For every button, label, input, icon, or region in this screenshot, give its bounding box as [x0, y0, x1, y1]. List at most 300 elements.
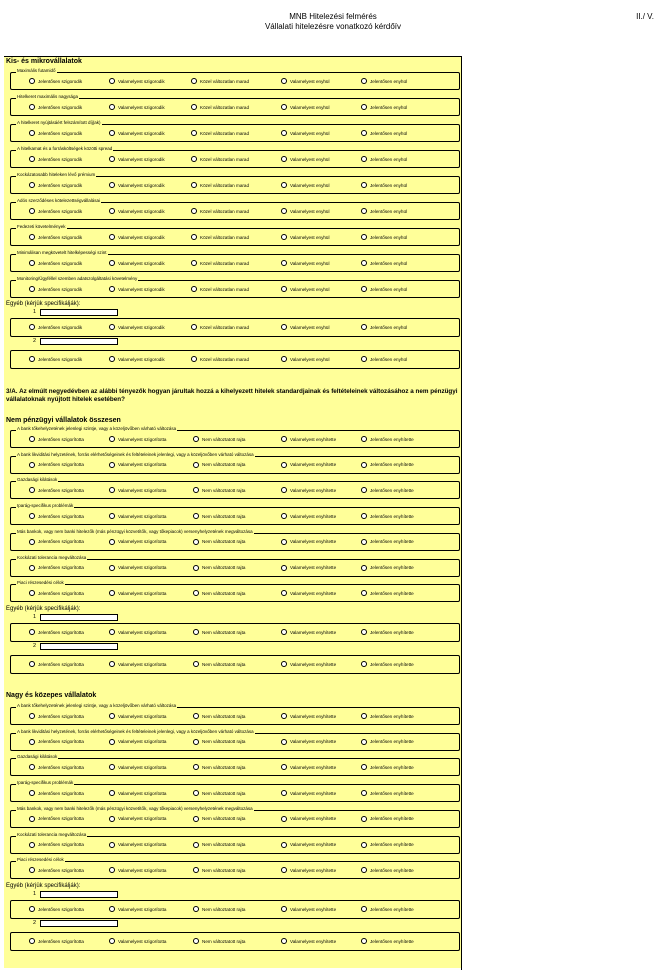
- nem-penzugyi-question-4-option-5[interactable]: [361, 513, 414, 519]
- nem-penzugyi-question-2-option-3[interactable]: [193, 462, 245, 468]
- radio-button-icon[interactable]: [29, 234, 35, 240]
- question-legend: A bank likviditási helyzetének, forrás elérhetőségeinek és feltételeinek jelenlegi, vagy a közeljövőben várható változása: [17, 728, 254, 734]
- radio-button-icon[interactable]: [361, 104, 367, 110]
- kis-question-9-option-3[interactable]: [191, 286, 249, 292]
- radio-button-icon[interactable]: [109, 590, 115, 596]
- radio-button-icon[interactable]: [193, 487, 199, 493]
- radio-button-icon[interactable]: [193, 842, 199, 848]
- radio-button-icon[interactable]: [361, 790, 367, 796]
- radio-button-icon[interactable]: [109, 661, 115, 667]
- radio-button-icon[interactable]: [109, 234, 115, 240]
- radio-button-icon[interactable]: [29, 764, 35, 770]
- radio-button-icon[interactable]: [361, 260, 367, 266]
- kis-question-5-option-2[interactable]: [109, 182, 165, 188]
- radio-button-icon[interactable]: [361, 487, 367, 493]
- nagy-egyeb-input-1[interactable]: [40, 891, 118, 898]
- nem-penzugyi-question-3-option-5[interactable]: [361, 487, 414, 493]
- radio-button-icon[interactable]: [361, 356, 367, 362]
- radio-button-icon[interactable]: [361, 436, 367, 442]
- nagy-question-4: [10, 780, 460, 802]
- radio-button-icon[interactable]: [29, 208, 35, 214]
- radio-button-icon[interactable]: [281, 739, 287, 745]
- kis-question-9-option-5[interactable]: [361, 286, 407, 292]
- nem-penzugyi-question-6-option-5[interactable]: [361, 565, 414, 571]
- nem-penzugyi-question-1-option-3[interactable]: [193, 436, 245, 442]
- nagy-egyeb-row-2-option-2[interactable]: [109, 938, 166, 944]
- radio-button-icon[interactable]: [193, 565, 199, 571]
- radio-button-icon[interactable]: [193, 790, 199, 796]
- nagy-question-3-option-3[interactable]: [193, 764, 245, 770]
- radio-button-icon[interactable]: [281, 764, 287, 770]
- nem-penzugyi-question-5-option-5[interactable]: [361, 539, 414, 545]
- nem-penzugyi-question-3-option-3[interactable]: [193, 487, 245, 493]
- nem-penzugyi-egyeb-row-1-option-2[interactable]: [109, 629, 166, 635]
- kis-question-6-option-4[interactable]: [281, 208, 330, 214]
- nem-penzugyi-egyeb-row-2-option-4[interactable]: [281, 661, 336, 667]
- radio-button-icon[interactable]: [281, 513, 287, 519]
- kis-question-2-option-5[interactable]: [361, 104, 407, 110]
- kis-question-6-option-2[interactable]: [109, 208, 165, 214]
- nem-penzugyi-question-2-option-2[interactable]: [109, 462, 166, 468]
- radio-button-icon[interactable]: [361, 816, 367, 822]
- kis-egyeb-row-2-option-1[interactable]: [29, 356, 82, 362]
- kis-question-4-option-2[interactable]: [109, 156, 165, 162]
- radio-button-icon[interactable]: [193, 661, 199, 667]
- radio-button-icon[interactable]: [281, 938, 287, 944]
- radio-button-icon[interactable]: [109, 356, 115, 362]
- radio-button-icon[interactable]: [29, 661, 35, 667]
- radio-button-icon[interactable]: [109, 842, 115, 848]
- radio-button-icon[interactable]: [281, 324, 287, 330]
- kis-question-8-option-2[interactable]: [109, 260, 165, 266]
- radio-button-icon[interactable]: [109, 764, 115, 770]
- radio-button-icon[interactable]: [281, 286, 287, 292]
- radio-button-icon[interactable]: [29, 867, 35, 873]
- radio-button-icon[interactable]: [29, 260, 35, 266]
- nem-penzugyi-egyeb-input-1[interactable]: [40, 614, 118, 621]
- radio-button-icon[interactable]: [281, 208, 287, 214]
- radio-button-icon[interactable]: [361, 565, 367, 571]
- nem-penzugyi-question-4-option-2[interactable]: [109, 513, 166, 519]
- nagy-question-7-option-5[interactable]: [361, 867, 414, 873]
- kis-question-9-option-4[interactable]: [281, 286, 330, 292]
- nem-penzugyi-question-5-option-2[interactable]: [109, 539, 166, 545]
- radio-button-icon[interactable]: [281, 436, 287, 442]
- nagy-question-1-option-4[interactable]: [281, 713, 336, 719]
- radio-button-icon[interactable]: [109, 539, 115, 545]
- radio-button-icon[interactable]: [29, 156, 35, 162]
- radio-button-icon[interactable]: [281, 130, 287, 136]
- radio-button-icon[interactable]: [193, 539, 199, 545]
- nem-penzugyi-question-7-option-3[interactable]: [193, 590, 245, 596]
- radio-button-icon[interactable]: [109, 78, 115, 84]
- kis-question-2-option-1[interactable]: [29, 104, 82, 110]
- nagy-question-6-option-3[interactable]: [193, 842, 245, 848]
- kis-question-3-option-4[interactable]: [281, 130, 330, 136]
- radio-button-icon[interactable]: [29, 487, 35, 493]
- nagy-egyeb-row-2-option-4[interactable]: [281, 938, 336, 944]
- nem-penzugyi-question-3-option-1[interactable]: [29, 487, 84, 493]
- radio-button-icon[interactable]: [29, 286, 35, 292]
- radio-button-icon[interactable]: [281, 462, 287, 468]
- nagy-egyeb-row-1-option-4[interactable]: [281, 906, 336, 912]
- radio-button-icon[interactable]: [193, 462, 199, 468]
- radio-button-icon[interactable]: [29, 130, 35, 136]
- nem-penzugyi-question-3-option-2[interactable]: [109, 487, 166, 493]
- radio-button-icon[interactable]: [193, 713, 199, 719]
- nagy-question-3-option-1[interactable]: [29, 764, 84, 770]
- radio-button-icon[interactable]: [109, 156, 115, 162]
- nagy-question-1-option-1[interactable]: [29, 713, 84, 719]
- kis-question-8-option-5[interactable]: [361, 260, 407, 266]
- radio-button-icon[interactable]: [109, 816, 115, 822]
- nagy-question-5-option-2[interactable]: [109, 816, 166, 822]
- nem-penzugyi-question-5-option-4[interactable]: [281, 539, 336, 545]
- kis-question-2-option-3[interactable]: [191, 104, 249, 110]
- option-label: Jelentősen enyhítette: [370, 906, 414, 912]
- radio-button-icon[interactable]: [281, 78, 287, 84]
- radio-button-icon[interactable]: [193, 513, 199, 519]
- nagy-question-5-option-1[interactable]: [29, 816, 84, 822]
- kis-question-8-option-1[interactable]: [29, 260, 82, 266]
- radio-button-icon[interactable]: [29, 565, 35, 571]
- kis-question-9-option-1[interactable]: [29, 286, 82, 292]
- radio-button-icon[interactable]: [281, 661, 287, 667]
- radio-button-icon[interactable]: [281, 790, 287, 796]
- radio-button-icon[interactable]: [109, 324, 115, 330]
- kis-egyeb-row-1-option-3[interactable]: [191, 324, 249, 330]
- nem-penzugyi-question-6-option-1[interactable]: [29, 565, 84, 571]
- kis-question-2-option-2[interactable]: [109, 104, 165, 110]
- radio-button-icon[interactable]: [29, 590, 35, 596]
- radio-button-icon[interactable]: [361, 713, 367, 719]
- kis-egyeb-row-1-option-2[interactable]: [109, 324, 165, 330]
- nagy-question-7-option-1[interactable]: [29, 867, 84, 873]
- radio-button-icon[interactable]: [191, 356, 197, 362]
- radio-button-icon[interactable]: [281, 629, 287, 635]
- radio-button-icon[interactable]: [361, 462, 367, 468]
- kis-question-5-option-4[interactable]: [281, 182, 330, 188]
- nagy-question-2-option-4[interactable]: [281, 739, 336, 745]
- kis-question-7-option-3[interactable]: [191, 234, 249, 240]
- kis-question-5-option-3[interactable]: [191, 182, 249, 188]
- kis-question-9-option-2[interactable]: [109, 286, 165, 292]
- nem-penzugyi-egyeb-row-2-option-3[interactable]: [193, 661, 245, 667]
- nagy-question-2-option-1[interactable]: [29, 739, 84, 745]
- radio-button-icon[interactable]: [29, 324, 35, 330]
- radio-button-icon[interactable]: [361, 286, 367, 292]
- nagy-question-2-option-3[interactable]: [193, 739, 245, 745]
- radio-button-icon[interactable]: [109, 130, 115, 136]
- nem-penzugyi-egyeb-row-2-option-1[interactable]: [29, 661, 84, 667]
- radio-button-icon[interactable]: [109, 436, 115, 442]
- radio-button-icon[interactable]: [281, 713, 287, 719]
- radio-button-icon[interactable]: [361, 739, 367, 745]
- nagy-question-3-option-2[interactable]: [109, 764, 166, 770]
- radio-button-icon[interactable]: [361, 938, 367, 944]
- radio-button-icon[interactable]: [109, 260, 115, 266]
- radio-button-icon[interactable]: [361, 324, 367, 330]
- nagy-question-5-option-4[interactable]: [281, 816, 336, 822]
- nem-penzugyi-question-2-option-5[interactable]: [361, 462, 414, 468]
- nagy-question-1-option-2[interactable]: [109, 713, 166, 719]
- nagy-question-4-option-5[interactable]: [361, 790, 414, 796]
- nagy-question-2-option-5[interactable]: [361, 739, 414, 745]
- radio-button-icon[interactable]: [191, 130, 197, 136]
- nem-penzugyi-egyeb-row-2-option-5[interactable]: [361, 661, 414, 667]
- radio-button-icon[interactable]: [109, 565, 115, 571]
- kis-egyeb-row-2-option-4[interactable]: [281, 356, 330, 362]
- kis-question-6-option-5[interactable]: [361, 208, 407, 214]
- radio-button-icon[interactable]: [281, 906, 287, 912]
- nem-penzugyi-egyeb-row-1-option-1[interactable]: [29, 629, 84, 635]
- radio-button-icon[interactable]: [29, 739, 35, 745]
- radio-button-icon[interactable]: [109, 182, 115, 188]
- radio-button-icon[interactable]: [281, 565, 287, 571]
- nagy-question-6-option-4[interactable]: [281, 842, 336, 848]
- kis-question-1-option-5[interactable]: [361, 78, 407, 84]
- nem-penzugyi-question-6-option-2[interactable]: [109, 565, 166, 571]
- radio-button-icon[interactable]: [281, 260, 287, 266]
- kis-question-7-option-1[interactable]: [29, 234, 82, 240]
- nagy-egyeb-row-1-option-3[interactable]: [193, 906, 245, 912]
- radio-button-icon[interactable]: [109, 713, 115, 719]
- nem-penzugyi-question-6-option-3[interactable]: [193, 565, 245, 571]
- nagy-question-7-option-4[interactable]: [281, 867, 336, 873]
- kis-question-1-option-4[interactable]: [281, 78, 330, 84]
- radio-button-icon[interactable]: [109, 906, 115, 912]
- kis-question-7-option-2[interactable]: [109, 234, 165, 240]
- nagy-egyeb-row-2-option-1[interactable]: [29, 938, 84, 944]
- nagy-question-2-option-2[interactable]: [109, 739, 166, 745]
- radio-button-icon[interactable]: [191, 260, 197, 266]
- radio-button-icon[interactable]: [29, 629, 35, 635]
- nem-penzugyi-question-1-option-2[interactable]: [109, 436, 166, 442]
- nem-penzugyi-egyeb-row-1-option-4[interactable]: [281, 629, 336, 635]
- kis-question-3-option-5[interactable]: [361, 130, 407, 136]
- nagy-question-6-option-5[interactable]: [361, 842, 414, 848]
- kis-question-6-option-1[interactable]: [29, 208, 82, 214]
- nagy-egyeb-row-2-option-3[interactable]: [193, 938, 245, 944]
- nem-penzugyi-question-7-option-5[interactable]: [361, 590, 414, 596]
- radio-button-icon[interactable]: [29, 356, 35, 362]
- radio-button-icon[interactable]: [361, 906, 367, 912]
- nagy-question-4-option-2[interactable]: [109, 790, 166, 796]
- radio-button-icon[interactable]: [109, 513, 115, 519]
- radio-button-icon[interactable]: [281, 816, 287, 822]
- radio-button-icon[interactable]: [361, 208, 367, 214]
- radio-button-icon[interactable]: [109, 208, 115, 214]
- kis-egyeb-row-1-option-5[interactable]: [361, 324, 407, 330]
- radio-button-icon[interactable]: [361, 842, 367, 848]
- radio-button-icon[interactable]: [361, 539, 367, 545]
- radio-button-icon[interactable]: [109, 487, 115, 493]
- nagy-question-1-option-5[interactable]: [361, 713, 414, 719]
- radio-button-icon[interactable]: [29, 906, 35, 912]
- radio-button-icon[interactable]: [191, 104, 197, 110]
- radio-button-icon[interactable]: [191, 324, 197, 330]
- radio-button-icon[interactable]: [29, 182, 35, 188]
- nem-penzugyi-question-3-option-4[interactable]: [281, 487, 336, 493]
- kis-question-4-option-4[interactable]: [281, 156, 330, 162]
- kis-question-4-option-5[interactable]: [361, 156, 407, 162]
- kis-egyeb-row-1-option-4[interactable]: [281, 324, 330, 330]
- radio-button-icon[interactable]: [281, 487, 287, 493]
- radio-button-icon[interactable]: [281, 234, 287, 240]
- radio-button-icon[interactable]: [109, 867, 115, 873]
- radio-button-icon[interactable]: [29, 436, 35, 442]
- kis-egyeb-row-2-option-2[interactable]: [109, 356, 165, 362]
- nagy-question-3-option-5[interactable]: [361, 764, 414, 770]
- nem-penzugyi-question-7-option-1[interactable]: [29, 590, 84, 596]
- radio-button-icon[interactable]: [193, 764, 199, 770]
- radio-button-icon[interactable]: [109, 938, 115, 944]
- radio-button-icon[interactable]: [281, 182, 287, 188]
- radio-button-icon[interactable]: [193, 739, 199, 745]
- nagy-question-3-option-4[interactable]: [281, 764, 336, 770]
- radio-button-icon[interactable]: [191, 234, 197, 240]
- nagy-question-1-option-3[interactable]: [193, 713, 245, 719]
- radio-button-icon[interactable]: [281, 104, 287, 110]
- kis-egyeb-row-1-option-1[interactable]: [29, 324, 82, 330]
- option-label: Valamelyest enyhítette: [290, 816, 337, 822]
- radio-button-icon[interactable]: [281, 867, 287, 873]
- nem-penzugyi-egyeb-row-2-option-2[interactable]: [109, 661, 166, 667]
- kis-question-6-option-3[interactable]: [191, 208, 249, 214]
- radio-button-icon[interactable]: [361, 234, 367, 240]
- kis-question-8-option-3[interactable]: [191, 260, 249, 266]
- radio-button-icon[interactable]: [29, 513, 35, 519]
- nem-penzugyi-question-7-option-2[interactable]: [109, 590, 166, 596]
- nem-penzugyi-question-7-option-4[interactable]: [281, 590, 336, 596]
- radio-button-icon[interactable]: [361, 130, 367, 136]
- nem-penzugyi-question-1-option-4[interactable]: [281, 436, 336, 442]
- radio-button-icon[interactable]: [29, 104, 35, 110]
- nem-penzugyi-egyeb-row-1-option-5[interactable]: [361, 629, 414, 635]
- nagy-egyeb-row-2-option-5[interactable]: [361, 938, 414, 944]
- nem-penzugyi-egyeb-row-1-option-3[interactable]: [193, 629, 245, 635]
- radio-button-icon[interactable]: [361, 661, 367, 667]
- kis-question-4-option-1[interactable]: [29, 156, 82, 162]
- kis-question-4-option-3[interactable]: [191, 156, 249, 162]
- radio-button-icon[interactable]: [191, 286, 197, 292]
- kis-question-2-option-4[interactable]: [281, 104, 330, 110]
- radio-button-icon[interactable]: [281, 539, 287, 545]
- radio-button-icon[interactable]: [191, 78, 197, 84]
- radio-button-icon[interactable]: [191, 208, 197, 214]
- radio-button-icon[interactable]: [29, 539, 35, 545]
- kis-question-7-option-5[interactable]: [361, 234, 407, 240]
- radio-button-icon[interactable]: [29, 78, 35, 84]
- radio-button-icon[interactable]: [29, 816, 35, 822]
- radio-button-icon[interactable]: [193, 906, 199, 912]
- nem-penzugyi-question-6-option-4[interactable]: [281, 565, 336, 571]
- kis-egyeb-input-2[interactable]: [40, 338, 118, 345]
- radio-button-icon[interactable]: [361, 629, 367, 635]
- nagy-question-5-option-3[interactable]: [193, 816, 245, 822]
- nagy-egyeb-input-2[interactable]: [40, 920, 118, 927]
- nem-penzugyi-question-4-option-3[interactable]: [193, 513, 245, 519]
- nagy-egyeb-row-1-option-1[interactable]: [29, 906, 84, 912]
- radio-button-icon[interactable]: [29, 842, 35, 848]
- nem-penzugyi-question-1-option-5[interactable]: [361, 436, 414, 442]
- radio-button-icon[interactable]: [29, 713, 35, 719]
- radio-button-icon[interactable]: [191, 182, 197, 188]
- radio-button-icon[interactable]: [193, 436, 199, 442]
- radio-button-icon[interactable]: [361, 513, 367, 519]
- radio-button-icon[interactable]: [109, 739, 115, 745]
- radio-button-icon[interactable]: [29, 462, 35, 468]
- radio-button-icon[interactable]: [361, 590, 367, 596]
- radio-button-icon[interactable]: [361, 182, 367, 188]
- radio-button-icon[interactable]: [281, 356, 287, 362]
- nagy-question-5-option-5[interactable]: [361, 816, 414, 822]
- radio-button-icon[interactable]: [29, 938, 35, 944]
- radio-button-icon[interactable]: [281, 590, 287, 596]
- kis-question-1-option-2[interactable]: [109, 78, 165, 84]
- radio-button-icon[interactable]: [191, 156, 197, 162]
- nem-penzugyi-question-4-option-1[interactable]: [29, 513, 84, 519]
- radio-button-icon[interactable]: [193, 590, 199, 596]
- kis-question-3-option-3[interactable]: [191, 130, 249, 136]
- nem-penzugyi-question-1-option-1[interactable]: [29, 436, 84, 442]
- nagy-question-7-option-3[interactable]: [193, 867, 245, 873]
- radio-button-icon[interactable]: [361, 156, 367, 162]
- nem-penzugyi-egyeb-input-2[interactable]: [40, 643, 118, 650]
- kis-egyeb-row-2-option-3[interactable]: [191, 356, 249, 362]
- radio-button-icon[interactable]: [193, 816, 199, 822]
- nagy-egyeb-row-1-option-5[interactable]: [361, 906, 414, 912]
- radio-button-icon[interactable]: [193, 938, 199, 944]
- radio-button-icon[interactable]: [109, 629, 115, 635]
- nagy-question-6-option-1[interactable]: [29, 842, 84, 848]
- kis-question-1-option-1[interactable]: [29, 78, 82, 84]
- kis-question-8-option-4[interactable]: [281, 260, 330, 266]
- radio-button-icon[interactable]: [281, 156, 287, 162]
- radio-button-icon[interactable]: [109, 462, 115, 468]
- nem-penzugyi-question-5-option-1[interactable]: [29, 539, 84, 545]
- kis-question-5-option-1[interactable]: [29, 182, 82, 188]
- radio-button-icon[interactable]: [361, 867, 367, 873]
- radio-button-icon[interactable]: [361, 78, 367, 84]
- nem-penzugyi-question-2-option-1[interactable]: [29, 462, 84, 468]
- kis-egyeb-row-2-option-5[interactable]: [361, 356, 407, 362]
- kis-question-3-option-1[interactable]: [29, 130, 82, 136]
- kis-egyeb-input-1[interactable]: [40, 309, 118, 316]
- kis-question-1-option-3[interactable]: [191, 78, 249, 84]
- nem-penzugyi-question-2-option-4[interactable]: [281, 462, 336, 468]
- nem-penzugyi-question-5-option-3[interactable]: [193, 539, 245, 545]
- kis-question-5-option-5[interactable]: [361, 182, 407, 188]
- radio-button-icon[interactable]: [109, 790, 115, 796]
- radio-button-icon[interactable]: [193, 629, 199, 635]
- nagy-question-4-option-3[interactable]: [193, 790, 245, 796]
- nagy-question-7-option-2[interactable]: [109, 867, 166, 873]
- radio-button-icon[interactable]: [109, 286, 115, 292]
- nagy-question-6-option-2[interactable]: [109, 842, 166, 848]
- kis-question-7-option-4[interactable]: [281, 234, 330, 240]
- kis-question-3-option-2[interactable]: [109, 130, 165, 136]
- nagy-question-4-option-4[interactable]: [281, 790, 336, 796]
- radio-button-icon[interactable]: [29, 790, 35, 796]
- radio-button-icon[interactable]: [193, 867, 199, 873]
- radio-button-icon[interactable]: [361, 764, 367, 770]
- nagy-question-4-option-1[interactable]: [29, 790, 84, 796]
- nagy-egyeb-row-1-option-2[interactable]: [109, 906, 166, 912]
- radio-button-icon[interactable]: [109, 104, 115, 110]
- nem-penzugyi-question-4-option-4[interactable]: [281, 513, 336, 519]
- radio-button-icon[interactable]: [281, 842, 287, 848]
